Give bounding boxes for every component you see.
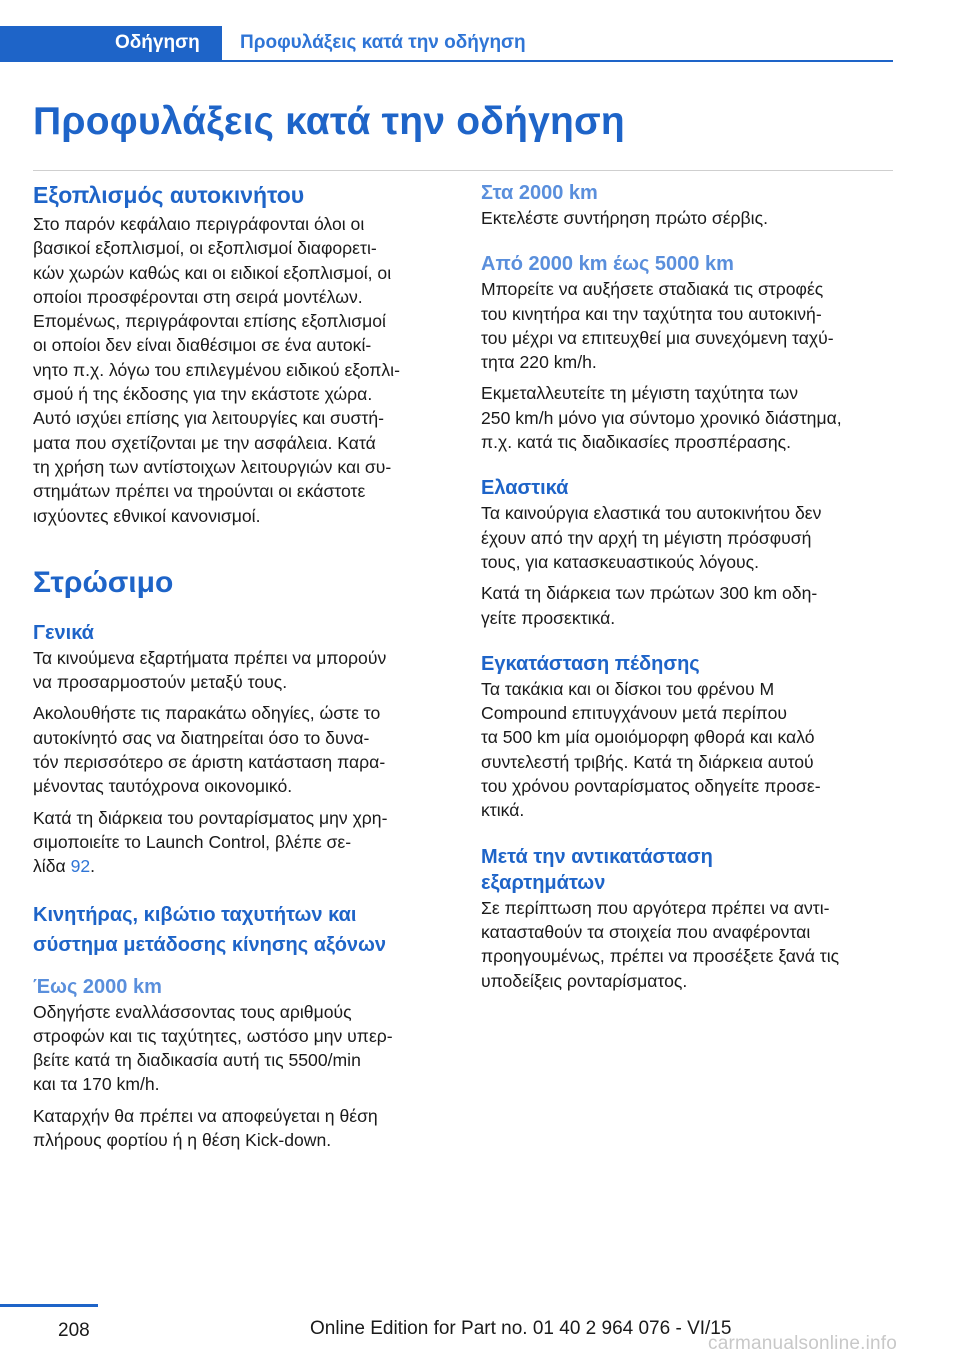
page-number: 208 <box>58 1320 90 1341</box>
header-rule <box>0 60 893 62</box>
engine-heading: Κινητήρας, κιβώτιο ταχυτήτων και σύστημα μετάδοσης κίνησης αξόνων <box>33 903 387 956</box>
right-column <box>481 180 893 1000</box>
from-2000-paragraph-1: Μπορείτε να αυξήσετε σταδιακά τις στροφές του κινητήρα και την ταχύτητα του αυτοκινή- του μέχρι να επιτευχθεί μια συνεχόμενη ταχύ- τητα 220 km/h. <box>481 279 834 373</box>
upto-2000-paragraph-2: Καταρχήν θα πρέπει να αποφεύγεται η θέση πλήρους φορτίου ή η θέση Kick-down. <box>33 1105 378 1151</box>
general-paragraph-3 <box>33 806 453 879</box>
page-reference-link[interactable]: 92 <box>70 856 91 877</box>
left-column <box>33 180 453 1159</box>
at-2000-paragraph: Εκτελέστε συντήρηση πρώτο σέρβις. <box>481 208 768 228</box>
brakes-heading: Εγκατάσταση πέδησης <box>481 652 700 675</box>
watermark-text: carmanualsonline.info <box>708 1333 898 1354</box>
footer-accent-bar <box>0 1304 98 1307</box>
tires-heading: Ελαστικά <box>481 477 569 500</box>
general-paragraph-3-end: . <box>90 856 96 877</box>
replace-heading: Μετά την αντικατάσταση εξαρτημάτων <box>481 845 713 894</box>
brakes-paragraph: Τα τακάκια και οι δίσκοι του φρένου M Compound επιτυγχάνουν μετά περίπου τα 500 km μία ομοιόμορφη φθορά και καλό συντελεστή τριβής. Κατά τη διάρκεια αυτού του χρόνου ρονταρίσματος οδηγείτε προσε- κτικά. <box>481 678 821 821</box>
tires-paragraph-1: Τα καινούργια ελαστικά του αυτοκινήτου δεν έχουν από την αρχή τη μέγιστη πρόσφυσή τους, για κατασκευαστικούς λόγους. <box>481 503 822 572</box>
chapter-tab: Οδήγηση <box>0 26 222 60</box>
breakin-section-title: Στρώσιμο <box>33 565 174 599</box>
at-2000-heading: Στα 2000 km <box>481 182 598 204</box>
tires-paragraph-2: Κατά τη διάρκεια των πρώτων 300 km οδη- γείτε προσεκτικά. <box>481 583 818 628</box>
general-heading: Γενικά <box>33 621 94 644</box>
general-paragraph-3-text: Κατά τη διάρκεια του ρονταρίσματος μην χρη- σιμοποιείτε το Launch Control, βλέπε σε- <box>33 807 388 852</box>
equipment-heading: Εξοπλισμός αυτοκινήτου <box>33 182 305 208</box>
from-2000-paragraph-2: Εκμεταλλευτείτε τη μέγιστη ταχύτητα των 250 km/h μόνο για σύντομο χρονικό διάστημα, π.χ. κατά τις διαδικασίες προσπέρασης. <box>481 383 842 453</box>
page-title: Προφυλάξεις κατά την οδήγηση <box>33 100 625 143</box>
from-2000-heading: Από 2000 km έως 5000 km <box>481 253 734 276</box>
replace-paragraph: Σε περίπτωση που αργότερα πρέπει να αντι- κατασταθούν τα στοιχεία που αναφέρονται προηγουμένως, πρέπει να προσέξετε ξανά τις υποδείξεις ρονταρίσματος. <box>481 897 840 991</box>
general-paragraph-2: Ακολουθήστε τις παρακάτω οδηγίες, ώστε το αυτοκίνητό σας να διατηρείται όσο το δυνα- τόν περισσότερο σε άριστη κατάσταση παρα- μένοντας ταυτόχρονα οικονομικό. <box>33 703 386 797</box>
equipment-paragraph: Στο παρόν κεφάλαιο περιγράφονται όλοι οι βασικοί εξοπλισμοί, οι εξοπλισμοί διαφορετι- κών χωρών καθώς και οι ειδικοί εξοπλισμοί, οι οποίοι προσφέρονται στη σειρά μοντέλων. Επομένως, περιγράφονται επίσης εξοπλισμοί οι οποίοι δεν είναι διαθέσιμοι σε ένα αυτοκί- νητο π.χ. λόγω του επιλεγμένου ειδικού εξοπλι- σμού ή της έκδοσης για την εκάστοτε χώρα. Αυτό ισχύει επίσης για λειτουργίες και συστή- ματα που σχετίζονται με την ασφάλεια. Κατά τη χρήση των αντίστοιχων λειτουργιών και συ- στημάτων πρέπει να τηρούνται οι εκάστοτε ισχύοντες εθνικοί κανονισμοί. <box>33 214 400 526</box>
general-paragraph-1: Τα κινούμενα εξαρτήματα πρέπει να μπορούν να προσαρμοστούν μεταξύ τους. <box>33 647 387 693</box>
title-divider <box>33 170 893 171</box>
edition-note: Online Edition for Part no. 01 40 2 964 076 - VI/15 <box>310 1318 732 1339</box>
upto-2000-heading: Έως 2000 km <box>33 975 162 998</box>
running-header <box>0 26 893 62</box>
section-tab: Προφυλάξεις κατά την οδήγηση <box>240 32 526 53</box>
upto-2000-paragraph-1: Οδηγήστε εναλλάσσοντας τους αριθμούς στροφών και τις ταχύτητες, ωστόσο μην υπερ- βείτε κατά τη διαδικασία αυτή τις 5500/min και τα 170 km/h. <box>33 1001 393 1095</box>
general-paragraph-3-last: λίδα <box>33 856 66 877</box>
